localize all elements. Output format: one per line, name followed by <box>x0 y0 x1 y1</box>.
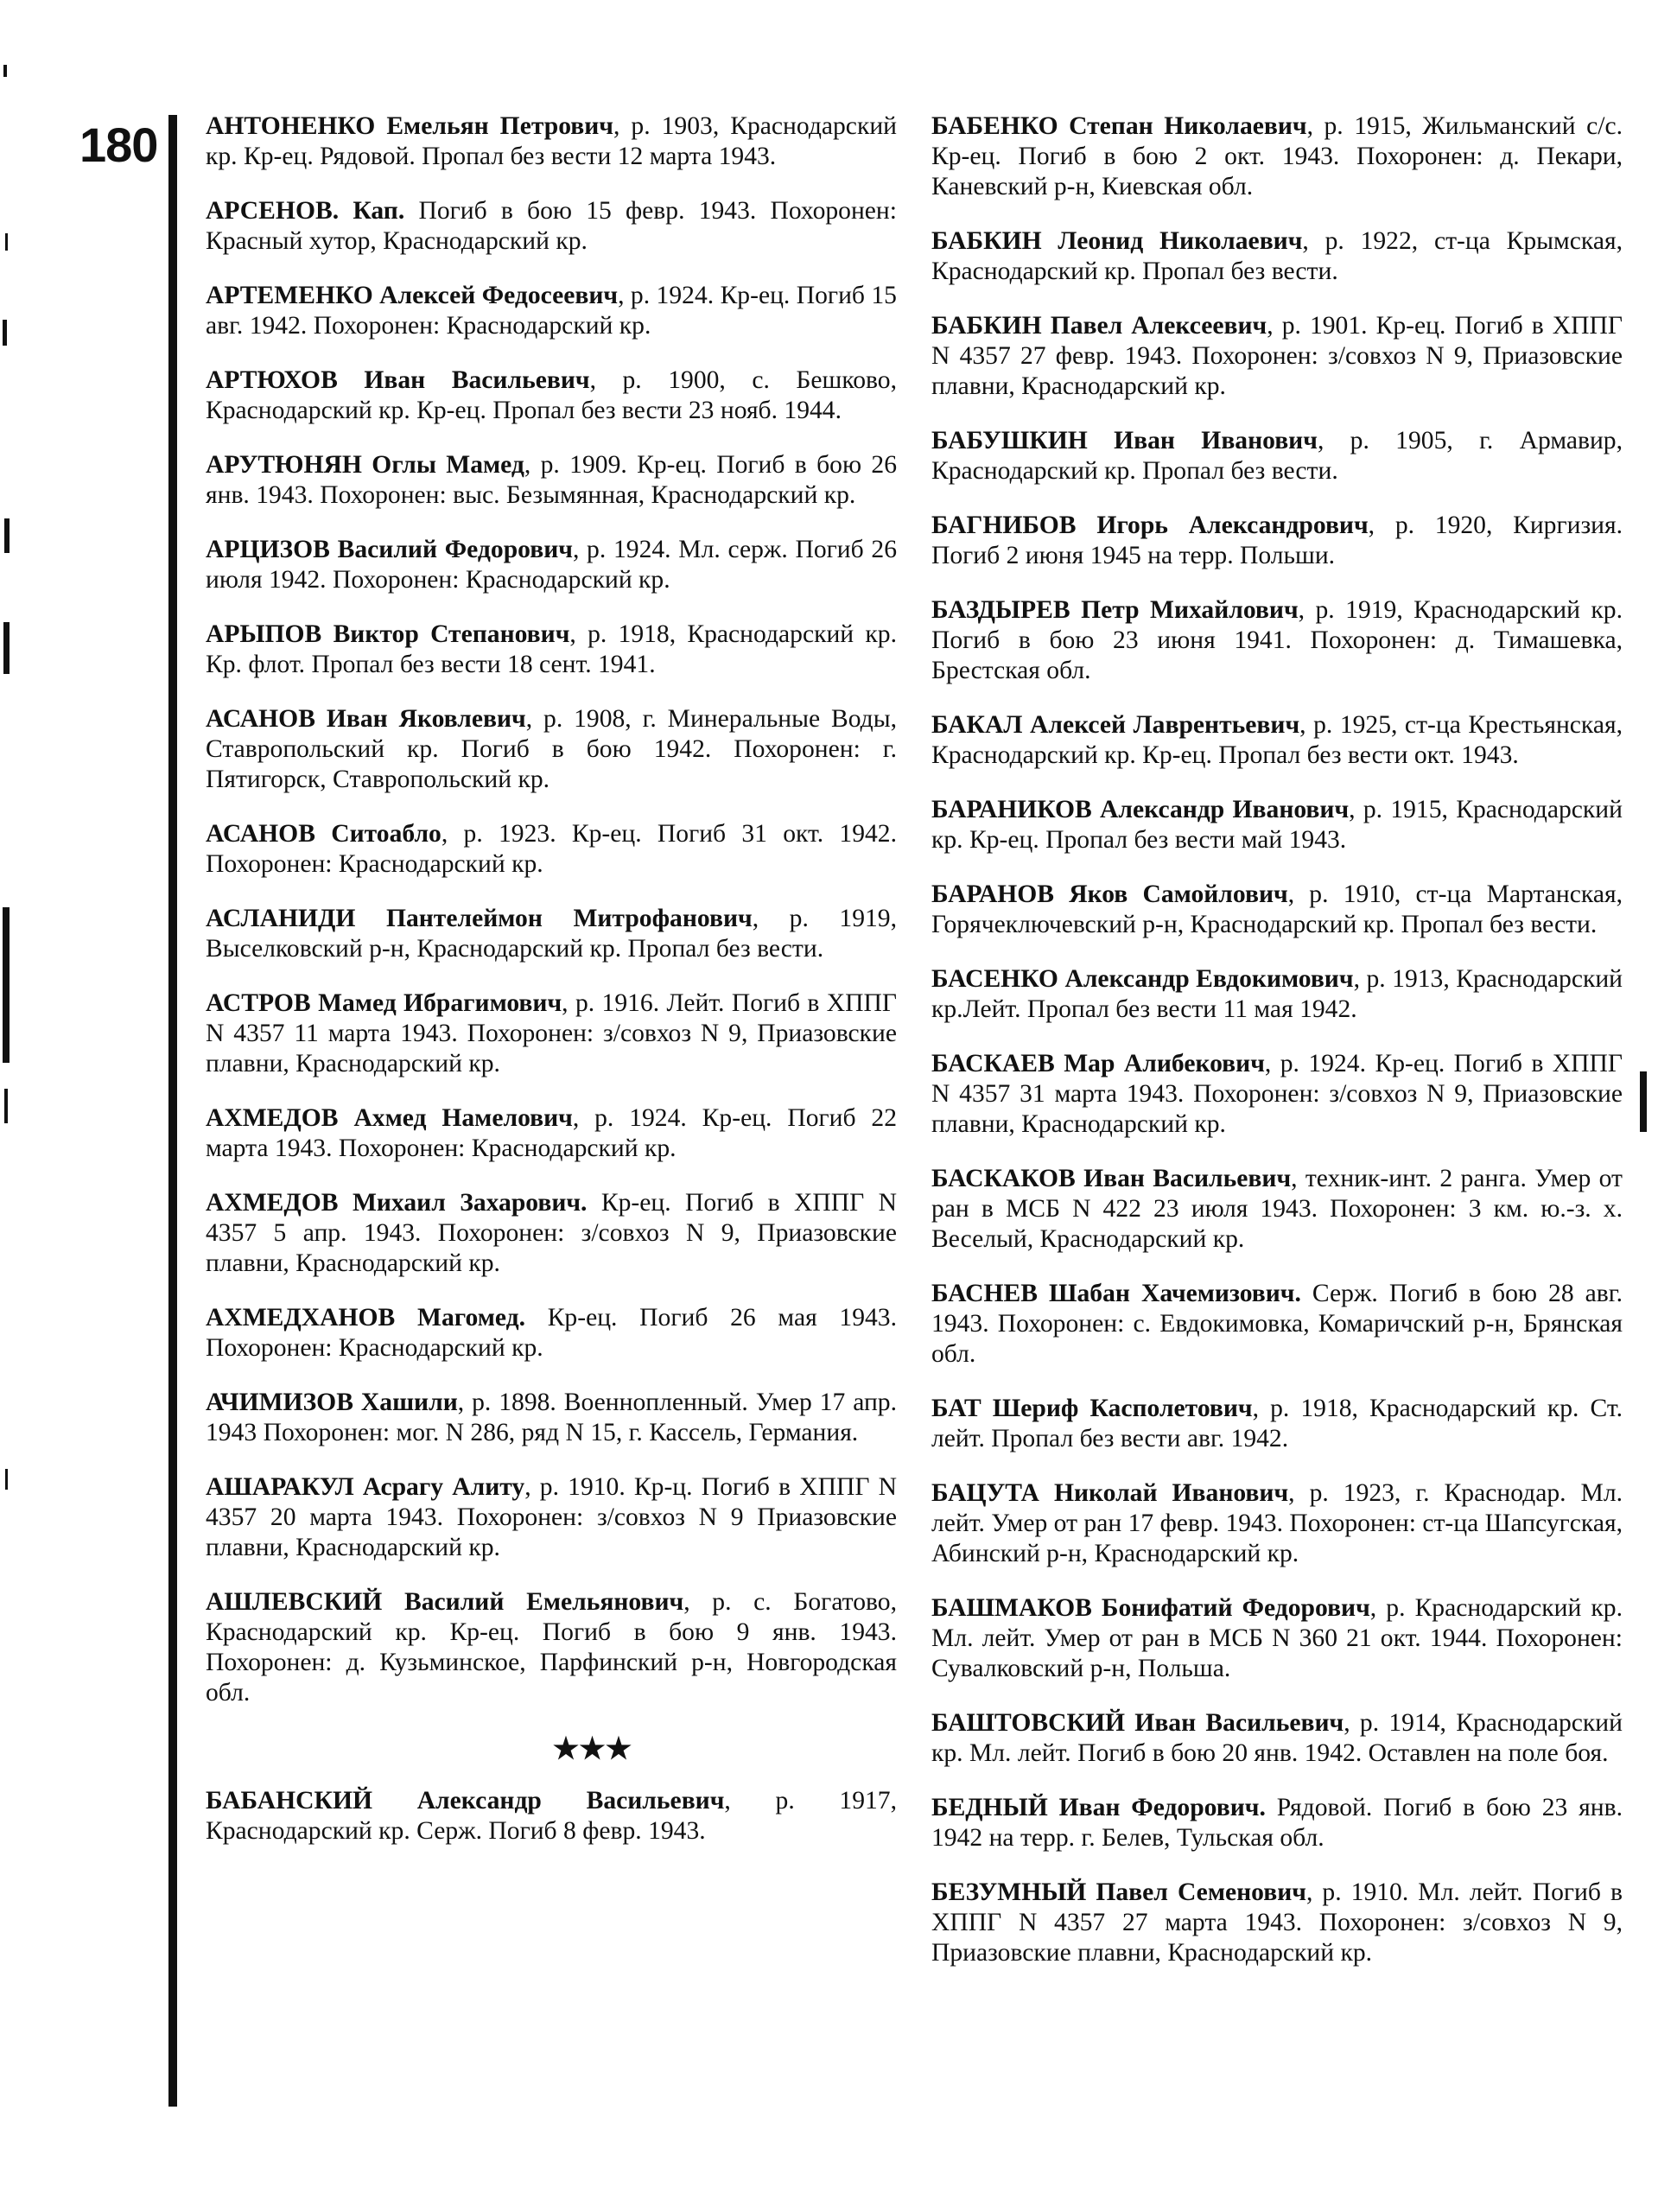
entry-surname: БАГНИБОВ <box>931 512 1077 539</box>
entry-given-name: Шериф Касполетович <box>992 1395 1253 1422</box>
entry <box>206 1103 897 1164</box>
entry-details: , р. 1918, Краснодарский кр. Ст. лейт. Пропал без вести авг. 1942. <box>931 1395 1623 1452</box>
entry-surname: АРЦИЗОВ <box>206 536 330 563</box>
entry <box>931 1793 1623 1853</box>
entry-given-name: Иван Васильевич <box>1134 1709 1344 1737</box>
entry <box>931 795 1623 855</box>
entry <box>931 880 1623 940</box>
entry-surname: АХМЕДОВ <box>206 1104 339 1132</box>
entry <box>206 111 897 172</box>
entry <box>206 704 897 795</box>
entry-surname: АНТОНЕНКО <box>206 112 376 140</box>
entry-details: , р. 1915, Краснодарский кр. Кр-ец. Пропал без вести май 1943. <box>931 796 1623 854</box>
entry-details: , р. 1916. Лейт. Погиб в ХППГ N 4357 11 марта 1943. Похоронен: з/совхоз N 9, Приазовские плавни, Краснодарский кр. <box>206 989 897 1077</box>
section-separator: ★★★ <box>552 1733 632 1765</box>
entry <box>931 1394 1623 1454</box>
entry-details: Кр-ец. Погиб 26 мая 1943. Похоронен: Краснодарский кр. <box>206 1304 898 1362</box>
entry-surname: БЕЗУМНЫЙ <box>931 1878 1087 1906</box>
entry <box>931 1593 1623 1684</box>
entry-details: , р. 1922, ст-ца Крымская, Краснодарский кр. Пропал без вести. <box>931 227 1623 285</box>
entry-details: , р. 1903, Краснодарский кр. Кр-ец. Рядовой. Пропал без вести 12 марта 1943. <box>206 112 897 170</box>
entry <box>931 1708 1623 1769</box>
entry-given-name: Шабан Хачемизович. <box>1048 1280 1301 1307</box>
entry-details: , р. 1914, Краснодарский кр. Мл. лейт. Погиб в бою 20 янв. 1942. Оставлен на поле боя. <box>931 1709 1623 1767</box>
entry-details: , р. 1923, г. Краснодар. Мл. лейт. Умер от ран 17 февр. 1943. Похоронен: ст-ца Шапсугская, Абинский р-н, Краснодарский кр. <box>931 1479 1623 1567</box>
entry <box>931 1049 1623 1140</box>
entry-surname: АСТРОВ <box>206 989 311 1017</box>
scan-speck <box>4 518 10 553</box>
entry-surname: БАТ <box>931 1395 981 1422</box>
entry-surname: АРСЕНОВ. <box>206 197 340 225</box>
entry <box>206 1472 897 1563</box>
entry-given-name: Мамед Ибрагимович <box>318 989 562 1017</box>
entry-surname: БАШТОВСКИЙ <box>931 1709 1126 1737</box>
entry <box>206 819 897 880</box>
entry-details: Кр-ец. Погиб в ХППГ N 4357 5 апр. 1943. Похоронен: з/совхоз N 9, Приазовские плавни, Краснодарский кр. <box>206 1189 898 1277</box>
entry-details: , р. 1909. Кр-ец. Погиб в бою 26 янв. 1943. Похоронен: выс. Безымянная, Краснодарский кр. <box>206 451 897 509</box>
entry <box>206 1587 897 1708</box>
entry-surname: БАРАНИКОВ <box>931 796 1092 823</box>
entry-given-name: Кап. <box>353 197 405 225</box>
entry-surname: БАБКИН <box>931 227 1042 255</box>
entry-given-name: Игорь Александрович <box>1096 512 1369 539</box>
entry-surname: БАБУШКИН <box>931 427 1088 454</box>
entry-given-name: Бонифатий Федорович <box>1101 1594 1370 1622</box>
entry <box>931 1164 1623 1255</box>
entry-details: , р. 1913, Краснодарский кр.Лейт. Пропал без вести 11 мая 1942. <box>931 965 1623 1023</box>
entry-details: , р. 1924. Кр-ец. Погиб 15 авг. 1942. Похоронен: Краснодарский кр. <box>206 282 897 340</box>
entry <box>206 450 897 511</box>
left-entry-list <box>206 111 897 1708</box>
entry-surname: АЧИМИЗОВ <box>206 1389 353 1416</box>
left-entry-list-after-separator <box>206 1786 897 1847</box>
entry-surname: АСАНОВ <box>206 705 315 733</box>
entry-given-name: Алексей Лаврентьевич <box>1029 711 1300 739</box>
entry-given-name: Иван Яковлевич <box>326 705 526 733</box>
entry-given-name: Василий Емельянович <box>403 1588 684 1616</box>
entry-surname: БАСЕНКО <box>931 965 1058 993</box>
entry-given-name: Василий Федорович <box>337 536 573 563</box>
entry-details: , р. 1901. Кр-ец. Погиб в ХППГ N 4357 27 февр. 1943. Похоронен: з/совхоз N 9, Приазовские плавни, Краснодарский кр. <box>931 312 1623 400</box>
entry <box>931 311 1623 402</box>
entry-given-name: Павел Семенович <box>1096 1878 1306 1906</box>
entry-given-name: Хашили <box>360 1389 458 1416</box>
entry-surname: БАШМАКОВ <box>931 1594 1092 1622</box>
entry-details: , техник-инт. 2 ранга. Умер от ран в МСБ N 422 23 июля 1943. Похоронен: 3 км. ю.-з. х. Веселый, Краснодарский кр. <box>931 1165 1623 1253</box>
entry-details: , р. 1924. Кр-ец. Погиб в ХППГ N 4357 31 марта 1943. Похоронен: з/совхоз N 9, Приазовские плавни, Краснодарский кр. <box>931 1050 1623 1138</box>
entry-details: , р. 1910, ст-ца Мартанская, Горячеключевский р-н, Краснодарский кр. Пропал без вести. <box>931 880 1623 938</box>
entry-details: , р. с. Богатово, Краснодарский кр. Кр-ец. Погиб в бою 9 янв. 1943. Похоронен: д. Кузьминское, Парфинский р-н, Новгородская обл. <box>206 1588 897 1707</box>
entry <box>206 1786 897 1847</box>
entry-given-name: Алексей Федосеевич <box>379 282 619 309</box>
entry <box>206 365 897 426</box>
entry-surname: БАСНЕВ <box>931 1280 1038 1307</box>
entry-details: , р. 1900, с. Бешково, Краснодарский кр. Кр-ец. Пропал без вести 23 нояб. 1944. <box>206 366 897 424</box>
entry-details: Погиб в бою 15 февр. 1943. Похоронен: Красный хутор, Краснодарский кр. <box>206 197 897 255</box>
entry-details: , р. 1923. Кр-ец. Погиб 31 окт. 1942. Похоронен: Краснодарский кр. <box>206 820 897 878</box>
entry <box>931 426 1623 486</box>
entry-given-name: Александр Евдокимович <box>1064 965 1354 993</box>
right-entry-list <box>931 111 1623 1968</box>
entry <box>206 988 897 1079</box>
entry-details: Рядовой. Погиб в бою 23 янв. 1942 на терр. г. Белев, Тульская обл. <box>931 1794 1623 1852</box>
entry-given-name: Степан Николаевич <box>1069 112 1307 140</box>
entry <box>206 196 897 257</box>
entry-given-name: Иван Иванович <box>1114 427 1318 454</box>
entry-surname: БАЗДЫРЕВ <box>931 596 1070 624</box>
entry <box>206 281 897 341</box>
entry-surname: БАРАНОВ <box>931 880 1054 908</box>
entry <box>931 511 1623 571</box>
entry <box>931 226 1623 287</box>
entry-details: , р. 1919, Краснодарский кр. Погиб в бою 23 июня 1941. Похоронен: д. Тимашевка, Брестская обл. <box>931 596 1623 684</box>
entry-given-name: Павел Алексеевич <box>1050 312 1267 340</box>
entry <box>931 1878 1623 1968</box>
entry-details: , р. 1925, ст-ца Крестьянская, Краснодарский кр. Кр-ец. Пропал без вести окт. 1943. <box>931 711 1623 769</box>
entry-details: , р. 1910. Кр-ц. Погиб в ХППГ N 4357 20 марта 1943. Похоронен: з/совхоз N 9 Приазовские плавни, Краснодарский кр. <box>206 1473 897 1561</box>
scan-speck <box>5 233 8 251</box>
entry <box>931 595 1623 686</box>
entry-details: , р. 1919, Выселковский р-н, Краснодарский кр. Пропал без вести. <box>206 905 897 963</box>
entry-surname: БАБАНСКИЙ <box>206 1787 372 1815</box>
entry-surname: АРЫПОВ <box>206 620 322 648</box>
scan-speck <box>4 1089 8 1123</box>
entry-given-name: Александр Иванович <box>1100 796 1350 823</box>
entry-given-name: Асрагу Алиту <box>362 1473 525 1501</box>
margin-rule <box>168 115 177 2107</box>
scan-speck <box>1640 1071 1647 1132</box>
entry-surname: АСАНОВ <box>206 820 315 848</box>
entry-given-name: Магомед. <box>417 1304 525 1332</box>
entry-details: , р. 1910. Мл. лейт. Погиб в ХППГ N 4357 27 марта 1943. Похоронен: з/совхоз N 9, Приазовские плавни, Краснодарский кр. <box>931 1878 1623 1967</box>
entry-given-name: Оглы Мамед <box>372 451 524 479</box>
entry-surname: АХМЕДХАНОВ <box>206 1304 396 1332</box>
entry-given-name: Пантелеймон Митрофанович <box>385 905 753 932</box>
entry-surname: АРТЕМЕНКО <box>206 282 373 309</box>
entry <box>206 1388 897 1448</box>
entry-surname: БЕДНЫЙ <box>931 1794 1048 1821</box>
entry-given-name: Николай Иванович <box>1053 1479 1289 1507</box>
entry-details: , р. 1924. Мл. серж. Погиб 26 июля 1942. Похоронен: Краснодарский кр. <box>206 536 898 594</box>
entry-surname: БАЦУТА <box>931 1479 1039 1507</box>
entry-details: , р. 1905, г. Армавир, Краснодарский кр. Пропал без вести. <box>931 427 1623 485</box>
entry-details: , р. 1920, Киргизия. Погиб 2 июня 1945 на терр. Польши. <box>931 512 1623 569</box>
scan-speck <box>3 622 10 674</box>
entry <box>206 904 897 964</box>
entry-given-name: Иван Васильевич <box>364 366 590 394</box>
entry-given-name: Александр Васильевич <box>416 1787 725 1815</box>
scan-speck <box>3 907 10 1063</box>
entry <box>931 710 1623 771</box>
entry <box>206 1303 897 1363</box>
entry-surname: АШАРАКУЛ <box>206 1473 354 1501</box>
entry-given-name: Иван Федорович. <box>1058 1794 1266 1821</box>
entry <box>931 1279 1623 1370</box>
entry-given-name: Ситоабло <box>331 820 441 848</box>
entry-surname: БАКАЛ <box>931 711 1023 739</box>
entry-given-name: Петр Михайлович <box>1081 596 1299 624</box>
entry <box>931 964 1623 1025</box>
entry-details: , р. 1918, Краснодарский кр. Кр. флот. Пропал без вести 18 сент. 1941. <box>206 620 897 678</box>
entry-details: , р. Краснодарский кр. Мл. лейт. Умер от ран в МСБ N 360 21 окт. 1944. Похоронен: Сувалковский р-н, Польша. <box>931 1594 1623 1682</box>
entry <box>206 1188 897 1279</box>
entry-given-name: Яков Самойлович <box>1069 880 1288 908</box>
entry-given-name: Иван Васильевич <box>1083 1165 1292 1192</box>
entry-surname: БАБКИН <box>931 312 1042 340</box>
entry-details: Серж. Погиб в бою 28 авг. 1943. Похоронен: с. Евдокимовка, Комаричский р-н, Брянская обл. <box>931 1280 1623 1368</box>
left-column <box>206 111 897 1871</box>
entry-surname: БАБЕНКО <box>931 112 1058 140</box>
scan-speck <box>5 1469 8 1490</box>
entry-details: , р. 1924. Кр-ец. Погиб 22 марта 1943. Похоронен: Краснодарский кр. <box>206 1104 897 1162</box>
entry <box>931 1478 1623 1569</box>
entry-given-name: Виктор Степанович <box>333 620 570 648</box>
entry <box>206 535 897 595</box>
entry-surname: АРУТЮНЯН <box>206 451 362 479</box>
entry-details: , р. 1917, Краснодарский кр. Серж. Погиб 8 февр. 1943. <box>206 1787 897 1845</box>
entry-given-name: Михаил Захарович. <box>352 1189 588 1217</box>
right-column <box>931 111 1623 1993</box>
entry <box>931 111 1623 202</box>
entry-surname: БАСКАКОВ <box>931 1165 1076 1192</box>
entry-surname: АРТЮХОВ <box>206 366 338 394</box>
entry-surname: АХМЕДОВ <box>206 1189 339 1217</box>
entry-details: , р. 1898. Военнопленный. Умер 17 апр. 1943 Похоронен: мог. N 286, ряд N 15, г. Кассель, Германия. <box>206 1389 897 1446</box>
entry-surname: БАСКАЕВ <box>931 1050 1055 1077</box>
entry-surname: АСЛАНИДИ <box>206 905 356 932</box>
scan-speck <box>3 65 7 77</box>
entry-given-name: Емельян Петрович <box>386 112 613 140</box>
scan-speck <box>3 320 7 346</box>
entry-given-name: Мар Алибекович <box>1064 1050 1265 1077</box>
entry-given-name: Леонид Николаевич <box>1058 227 1303 255</box>
entry <box>206 620 897 680</box>
entry-given-name: Ахмед Намелович <box>353 1104 573 1132</box>
entry-details: , р. 1915, Жильманский с/с. Кр-ец. Погиб в бою 2 окт. 1943. Похоронен: д. Пекари, Каневский р-н, Киевская обл. <box>931 112 1623 200</box>
page-number: 180 <box>79 118 158 172</box>
entry-details: , р. 1908, г. Минеральные Воды, Ставропольский кр. Погиб в бою 1942. Похоронен: г. Пятигорск, Ставропольский кр. <box>206 705 897 793</box>
entry-surname: АШЛЕВСКИЙ <box>206 1588 383 1616</box>
